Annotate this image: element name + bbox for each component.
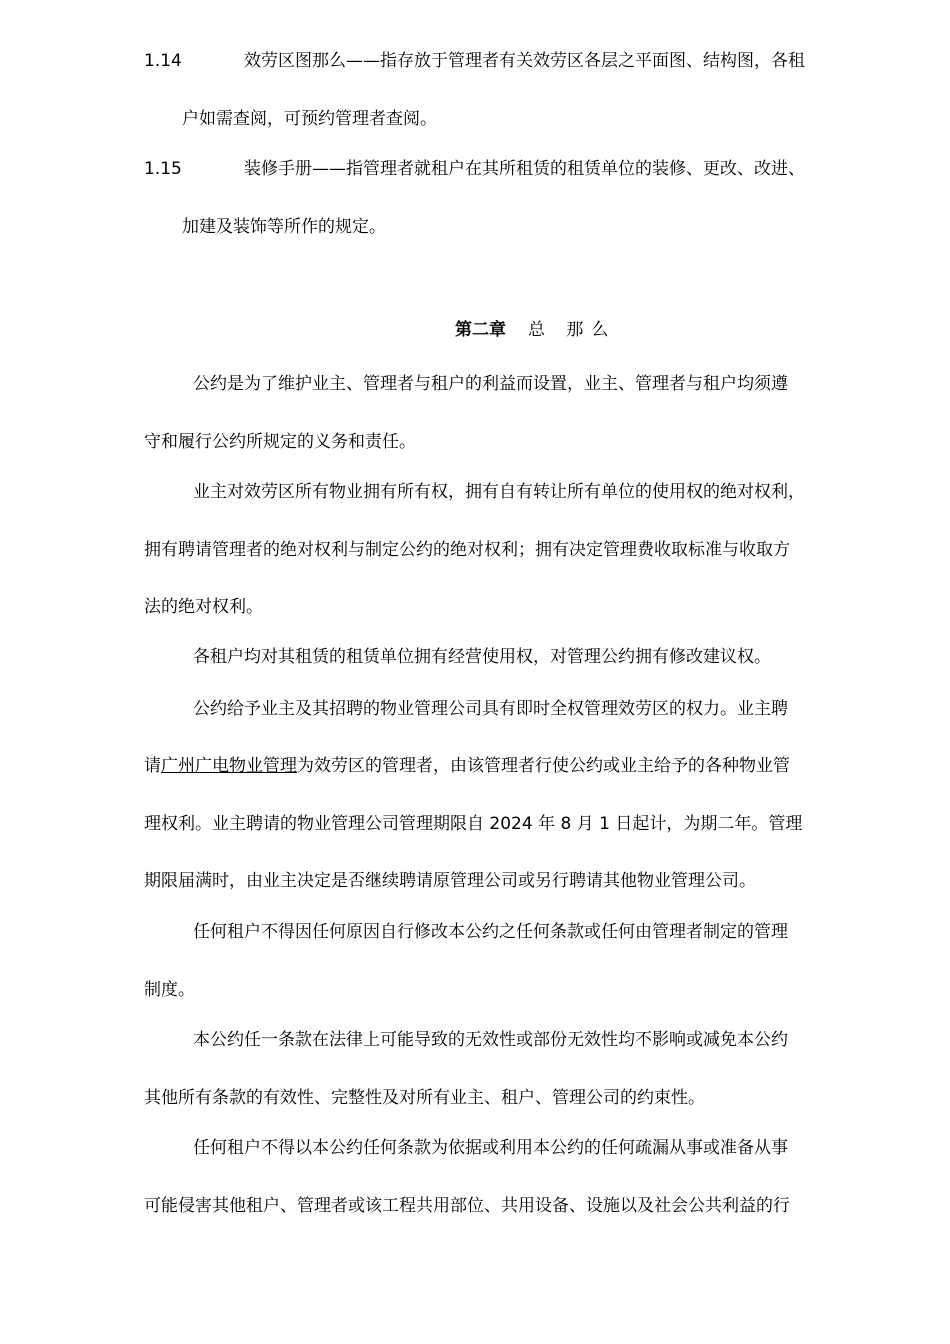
- paragraph-line: 制度。: [144, 980, 195, 1000]
- chapter-name: 总 那么: [528, 320, 617, 340]
- definition-1-15-line1: [144, 157, 805, 181]
- paragraph-line: 其他所有条款的有效性、完整性及对所有业主、租户、管理公司的约束性。: [144, 1088, 705, 1108]
- chapter-title: [455, 318, 616, 342]
- paragraph-line: 理权利。业主聘请的物业管理公司管理期限自 2024 年 8 月 1 日起计，为期二年。管理: [144, 814, 803, 834]
- chapter-number: 第二章: [455, 320, 506, 340]
- definition-number: 1.14: [144, 51, 182, 71]
- paragraph-text: 为效劳区的管理者，由该管理者行使公约或业主给予的各种物业管: [297, 756, 790, 776]
- definition-text: 效劳区图那么——指存放于管理者有关效劳区各层之平面图、结构图，各租: [244, 51, 805, 71]
- paragraph-line: 守和履行公约所规定的义务和责任。: [144, 432, 416, 452]
- paragraph-line: 公约给予业主及其招聘的物业管理公司具有即时全权管理效劳区的权力。业主聘: [193, 699, 788, 719]
- definition-1-15-line2: 加建及装饰等所作的规定。: [182, 217, 386, 237]
- definition-1-14-line2: 户如需查阅，可预约管理者查阅。: [182, 109, 437, 129]
- paragraph-line: [144, 754, 790, 778]
- definition-1-14-line1: [144, 49, 805, 73]
- paragraph-line: 任何租户不得因任何原因自行修改本公约之任何条款或任何由管理者制定的管理: [193, 922, 788, 942]
- paragraph-line: 法的绝对权利。: [144, 597, 263, 617]
- paragraph-line: 拥有聘请管理者的绝对权利与制定公约的绝对权利；拥有决定管理费收取标准与收取方: [144, 540, 790, 560]
- paragraph-line: 任何租户不得以本公约任何条款为依据或利用本公约的任何疏漏从事或准备从事: [193, 1138, 788, 1158]
- paragraph-line: 业主对效劳区所有物业拥有所有权，拥有自有转让所有单位的使用权的绝对权利，: [193, 482, 805, 502]
- definition-text: 装修手册——指管理者就租户在其所租赁的租赁单位的装修、更改、改进、: [244, 159, 805, 179]
- definition-number: 1.15: [144, 159, 182, 179]
- company-name: 广州广电物业管理: [161, 756, 297, 776]
- paragraph-line: 本公约任一条款在法律上可能导致的无效性或部份无效性均不影响或减免本公约: [193, 1030, 788, 1050]
- paragraph-line: 各租户均对其租赁的租赁单位拥有经营使用权，对管理公约拥有修改建议权。: [193, 647, 771, 667]
- paragraph-line: 期限届满时，由业主决定是否继续聘请原管理公司或另行聘请其他物业管理公司。: [144, 871, 756, 891]
- paragraph-line: 公约是为了维护业主、管理者与租户的利益而设置，业主、管理者与租户均须遵: [193, 374, 788, 394]
- paragraph-line: 可能侵害其他租户、管理者或该工程共用部位、共用设备、设施以及社会公共利益的行: [144, 1196, 790, 1216]
- paragraph-text: 请: [144, 756, 161, 776]
